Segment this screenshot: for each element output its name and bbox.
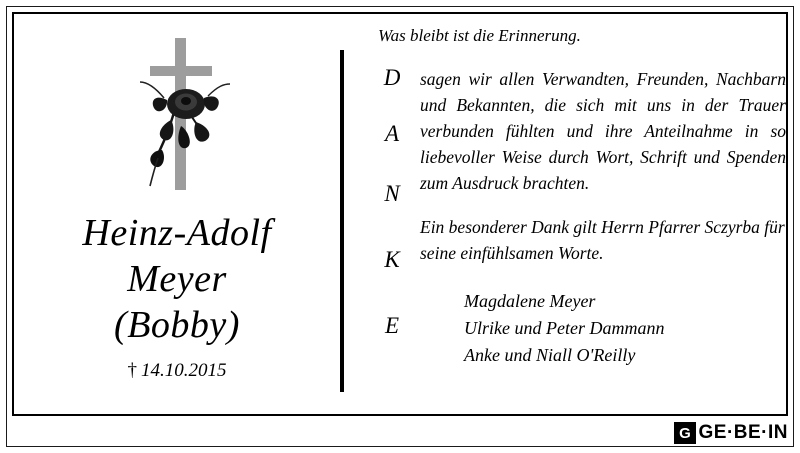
logo-text: GE·BE·IN: [698, 422, 788, 443]
danke-section: [372, 66, 786, 369]
signature-line-2: Ulrike und Peter Dammann: [464, 318, 665, 338]
right-column: [344, 14, 786, 414]
danke-body: [420, 66, 786, 266]
danke-letter-e: E: [384, 313, 400, 338]
danke-letter-k: K: [384, 247, 400, 272]
thanks-paragraph-2: Ein besonderer Dank gilt Herrn Pfarrer Sczyrba für seine einfühlsamen Worte.: [420, 217, 785, 263]
deceased-name-block: [14, 210, 340, 382]
death-date-line: [14, 360, 340, 382]
logo-mark-icon: G: [674, 422, 696, 444]
publisher-logo: [674, 421, 789, 445]
danke-letter-d: D: [383, 65, 401, 90]
motto-text: Was bleibt ist die Erinnerung.: [378, 26, 581, 45]
deceased-name-line-2: Meyer: [127, 258, 227, 300]
signature-block: [464, 288, 786, 369]
obituary-content: [14, 14, 786, 414]
thanks-paragraph-1: sagen wir allen Verwandten, Freunden, Nachbarn und Bekannten, die sich mit uns in der Trauer verbunden fühlten und ihre Anteilnahme in so liebevoller Weise durch Wort, Schrift und Spenden zum Ausdruck brachten.: [420, 69, 786, 193]
danke-letter-n: N: [384, 181, 400, 206]
signature-line-1: Magdalene Meyer: [464, 291, 596, 311]
deceased-name-line-1: Heinz-Adolf: [82, 212, 272, 254]
signature-line-3: Anke und Niall O'Reilly: [464, 345, 636, 365]
danke-letter-a: A: [384, 121, 400, 146]
deceased-nickname: (Bobby): [114, 304, 240, 346]
death-date: 14.10.2015: [141, 360, 227, 381]
left-column: [14, 14, 340, 414]
dagger-icon: †: [127, 360, 137, 381]
cross-and-rose-artwork: [124, 38, 244, 198]
cross-icon: [124, 38, 244, 198]
